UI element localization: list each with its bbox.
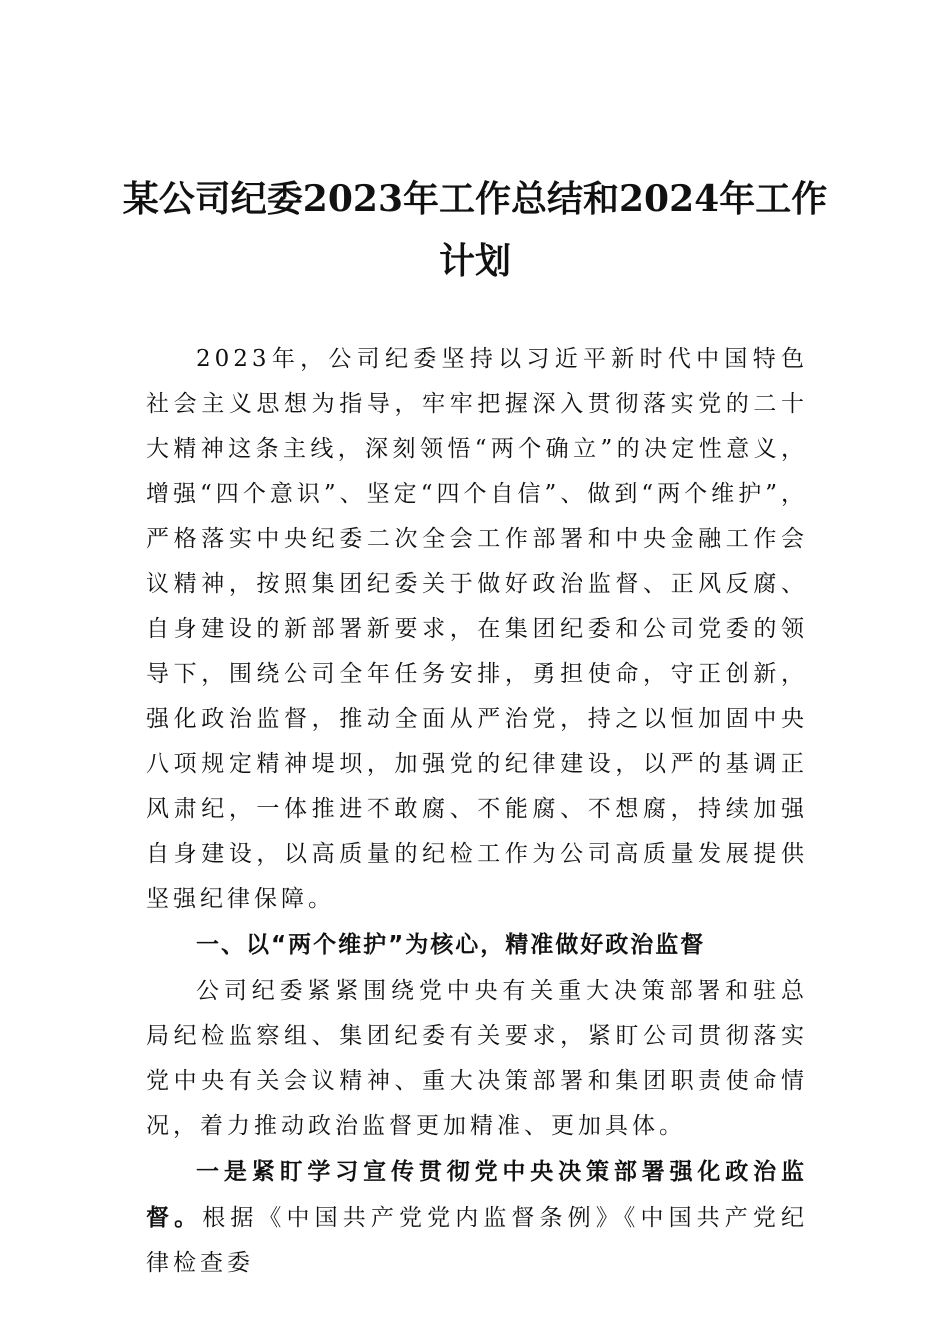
intro-paragraph: 2023年，公司纪委坚持以习近平新时代中国特色社会主义思想为指导，牢牢把握深入贯彻落实党的二十大精神这条主线，深刻领悟“两个确立”的决定性意义，增强“四个意识”、坚定“四个自信”、做到“两个维护”，严格落实中央纪委二次全会工作部署和中央金融工作会议精神，按照集团纪委关于做好政治监督、正风反腐、自身建设的新部署新要求，在集团纪委和公司党委的领导下，围绕公司全年任务安排，勇担使命，守正创新，强化政治监督，推动全面从严治党，持之以恒加固中央八项规定精神堤坝，加强党的纪律建设，以严的基调正风肃纪，一体推进不敢腐、不能腐、不想腐，持续加强自身建设，以高质量的纪检工作为公司高质量发展提供坚强纪律保障。 bbox=[146, 346, 808, 912]
point-paragraph bbox=[146, 1149, 808, 1286]
point-text: 根据《中国共产党党内监督条例》《中国共产党纪律检查委 bbox=[146, 1205, 809, 1276]
section-paragraph: 公司纪委紧紧围绕党中央有关重大决策部署和驻总局纪检监察组、集团纪委有关要求，紧盯公司贯彻落实党中央有关会议精神、重大决策部署和集团职责使命情况，着力推动政治监督更加精准、更加具体。 bbox=[146, 978, 808, 1139]
document-title: 某公司纪委2023年工作总结和2024年工作计划 bbox=[122, 178, 828, 282]
point-lead: 一是紧盯学习宣传贯彻党中央决策部署强化政治监督。 bbox=[146, 1158, 808, 1231]
document-body bbox=[146, 337, 808, 1286]
section-heading: 一、以“两个维护”为核心，精准做好政治监督 bbox=[196, 932, 706, 958]
